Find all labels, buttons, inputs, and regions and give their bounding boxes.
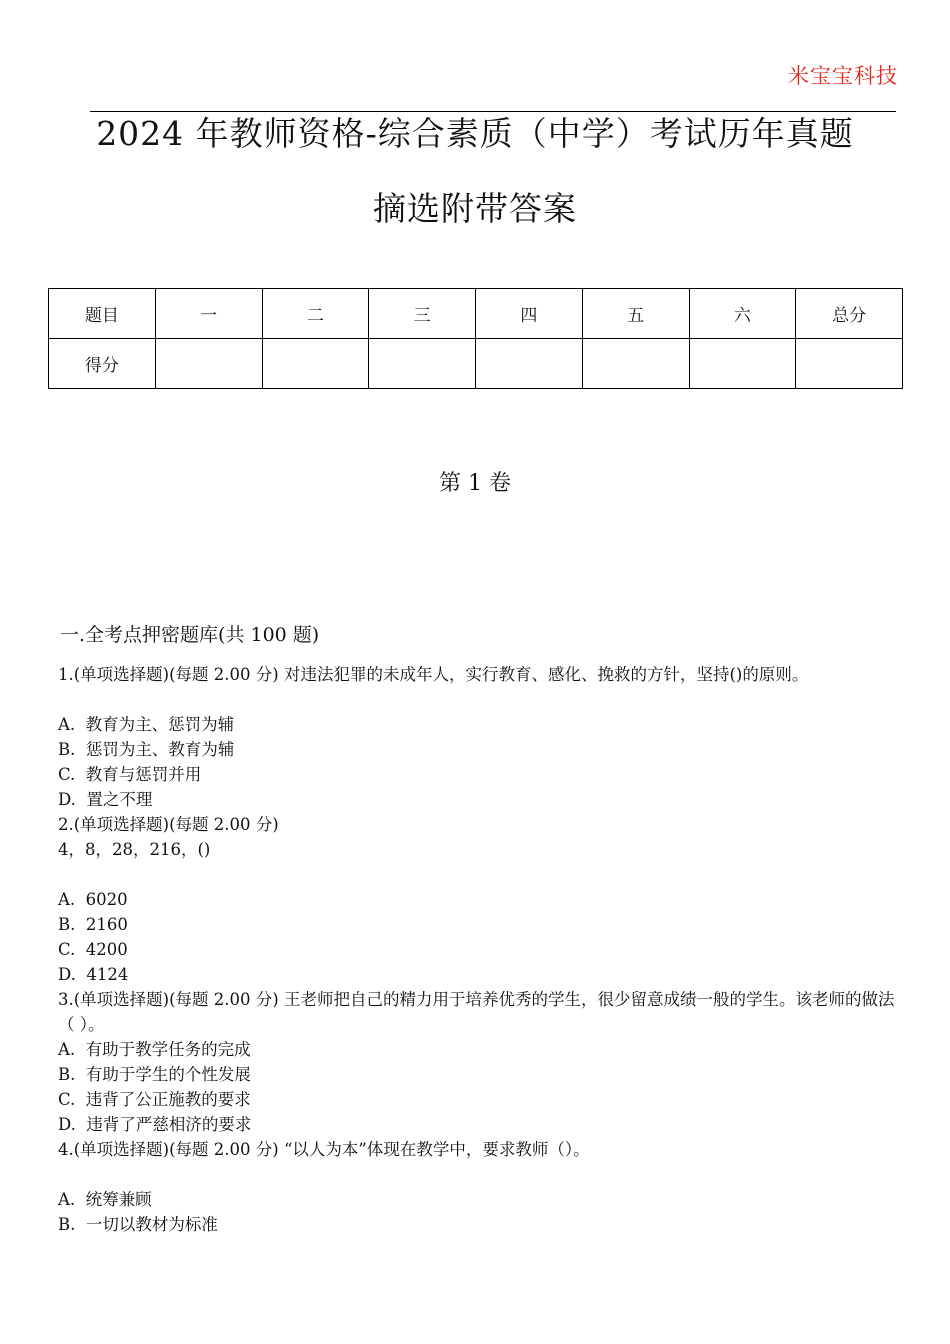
question-item [58,987,898,1137]
answer-option: D. 违背了严慈相济的要求 [58,1115,252,1134]
answer-option: C. 教育与惩罚并用 [58,765,202,784]
question-sequence: 4，8，28，216，() [58,840,211,859]
score-header-cell: 二 [262,289,369,339]
score-table-header-row [49,289,903,339]
question-stem: 3.(单项选择题)(每题 2.00 分) 王老师把自己的精力用于培养优秀的学生，很少留意成绩一般的学生。该老师的做法（ ）。 [58,990,895,1034]
answer-option: B. 有助于学生的个性发展 [58,1065,251,1084]
score-header-cell: 题目 [49,289,156,339]
section-heading: 一.全考点押密题库(共 100 题) [60,624,320,646]
score-header-cell: 六 [689,289,796,339]
answer-option: B. 2160 [58,915,128,934]
score-header-cell: 总分 [796,289,903,339]
brand-label: 米宝宝科技 [788,64,898,88]
score-cell [155,339,262,389]
question-stem: 4.(单项选择题)(每题 2.00 分) “以人为本”体现在教学中，要求教师（）。 [58,1140,590,1159]
question-item [58,662,898,812]
question-stem: 2.(单项选择题)(每题 2.00 分) [58,815,279,834]
score-header-cell: 四 [476,289,583,339]
score-cell [689,339,796,389]
answer-option: D. 置之不理 [58,790,153,809]
answer-option: C. 违背了公正施教的要求 [58,1090,251,1109]
score-row-label: 得分 [49,339,156,389]
score-header-cell: 三 [369,289,476,339]
answer-option: A. 6020 [58,890,128,909]
answer-option: A. 有助于教学任务的完成 [58,1040,251,1059]
question-stem: 1.(单项选择题)(每题 2.00 分) 对违法犯罪的未成年人，实行教育、感化、挽救的方针，坚持()的原则。 [58,665,809,684]
volume-heading: 第 1 卷 [439,471,511,496]
answer-option: D. 4124 [58,965,129,984]
document-title-line2: 摘选附带答案 [373,189,577,228]
score-cell [582,339,689,389]
score-table [48,288,903,389]
document-title-line1: 2024 年教师资格-综合素质（中学）考试历年真题 [96,114,854,153]
score-cell [476,339,583,389]
question-item [58,1137,898,1237]
answer-option: A. 教育为主、惩罚为辅 [58,715,235,734]
score-cell [262,339,369,389]
score-table-score-row [49,339,903,389]
score-header-cell: 一 [155,289,262,339]
answer-option: B. 惩罚为主、教育为辅 [58,740,235,759]
answer-option: A. 统筹兼顾 [58,1190,152,1209]
answer-option: B. 一切以教材为标准 [58,1215,218,1234]
score-header-cell: 五 [582,289,689,339]
answer-option: C. 4200 [58,940,128,959]
score-cell [369,339,476,389]
question-list [58,662,898,1237]
question-item [58,812,898,987]
score-cell [796,339,903,389]
